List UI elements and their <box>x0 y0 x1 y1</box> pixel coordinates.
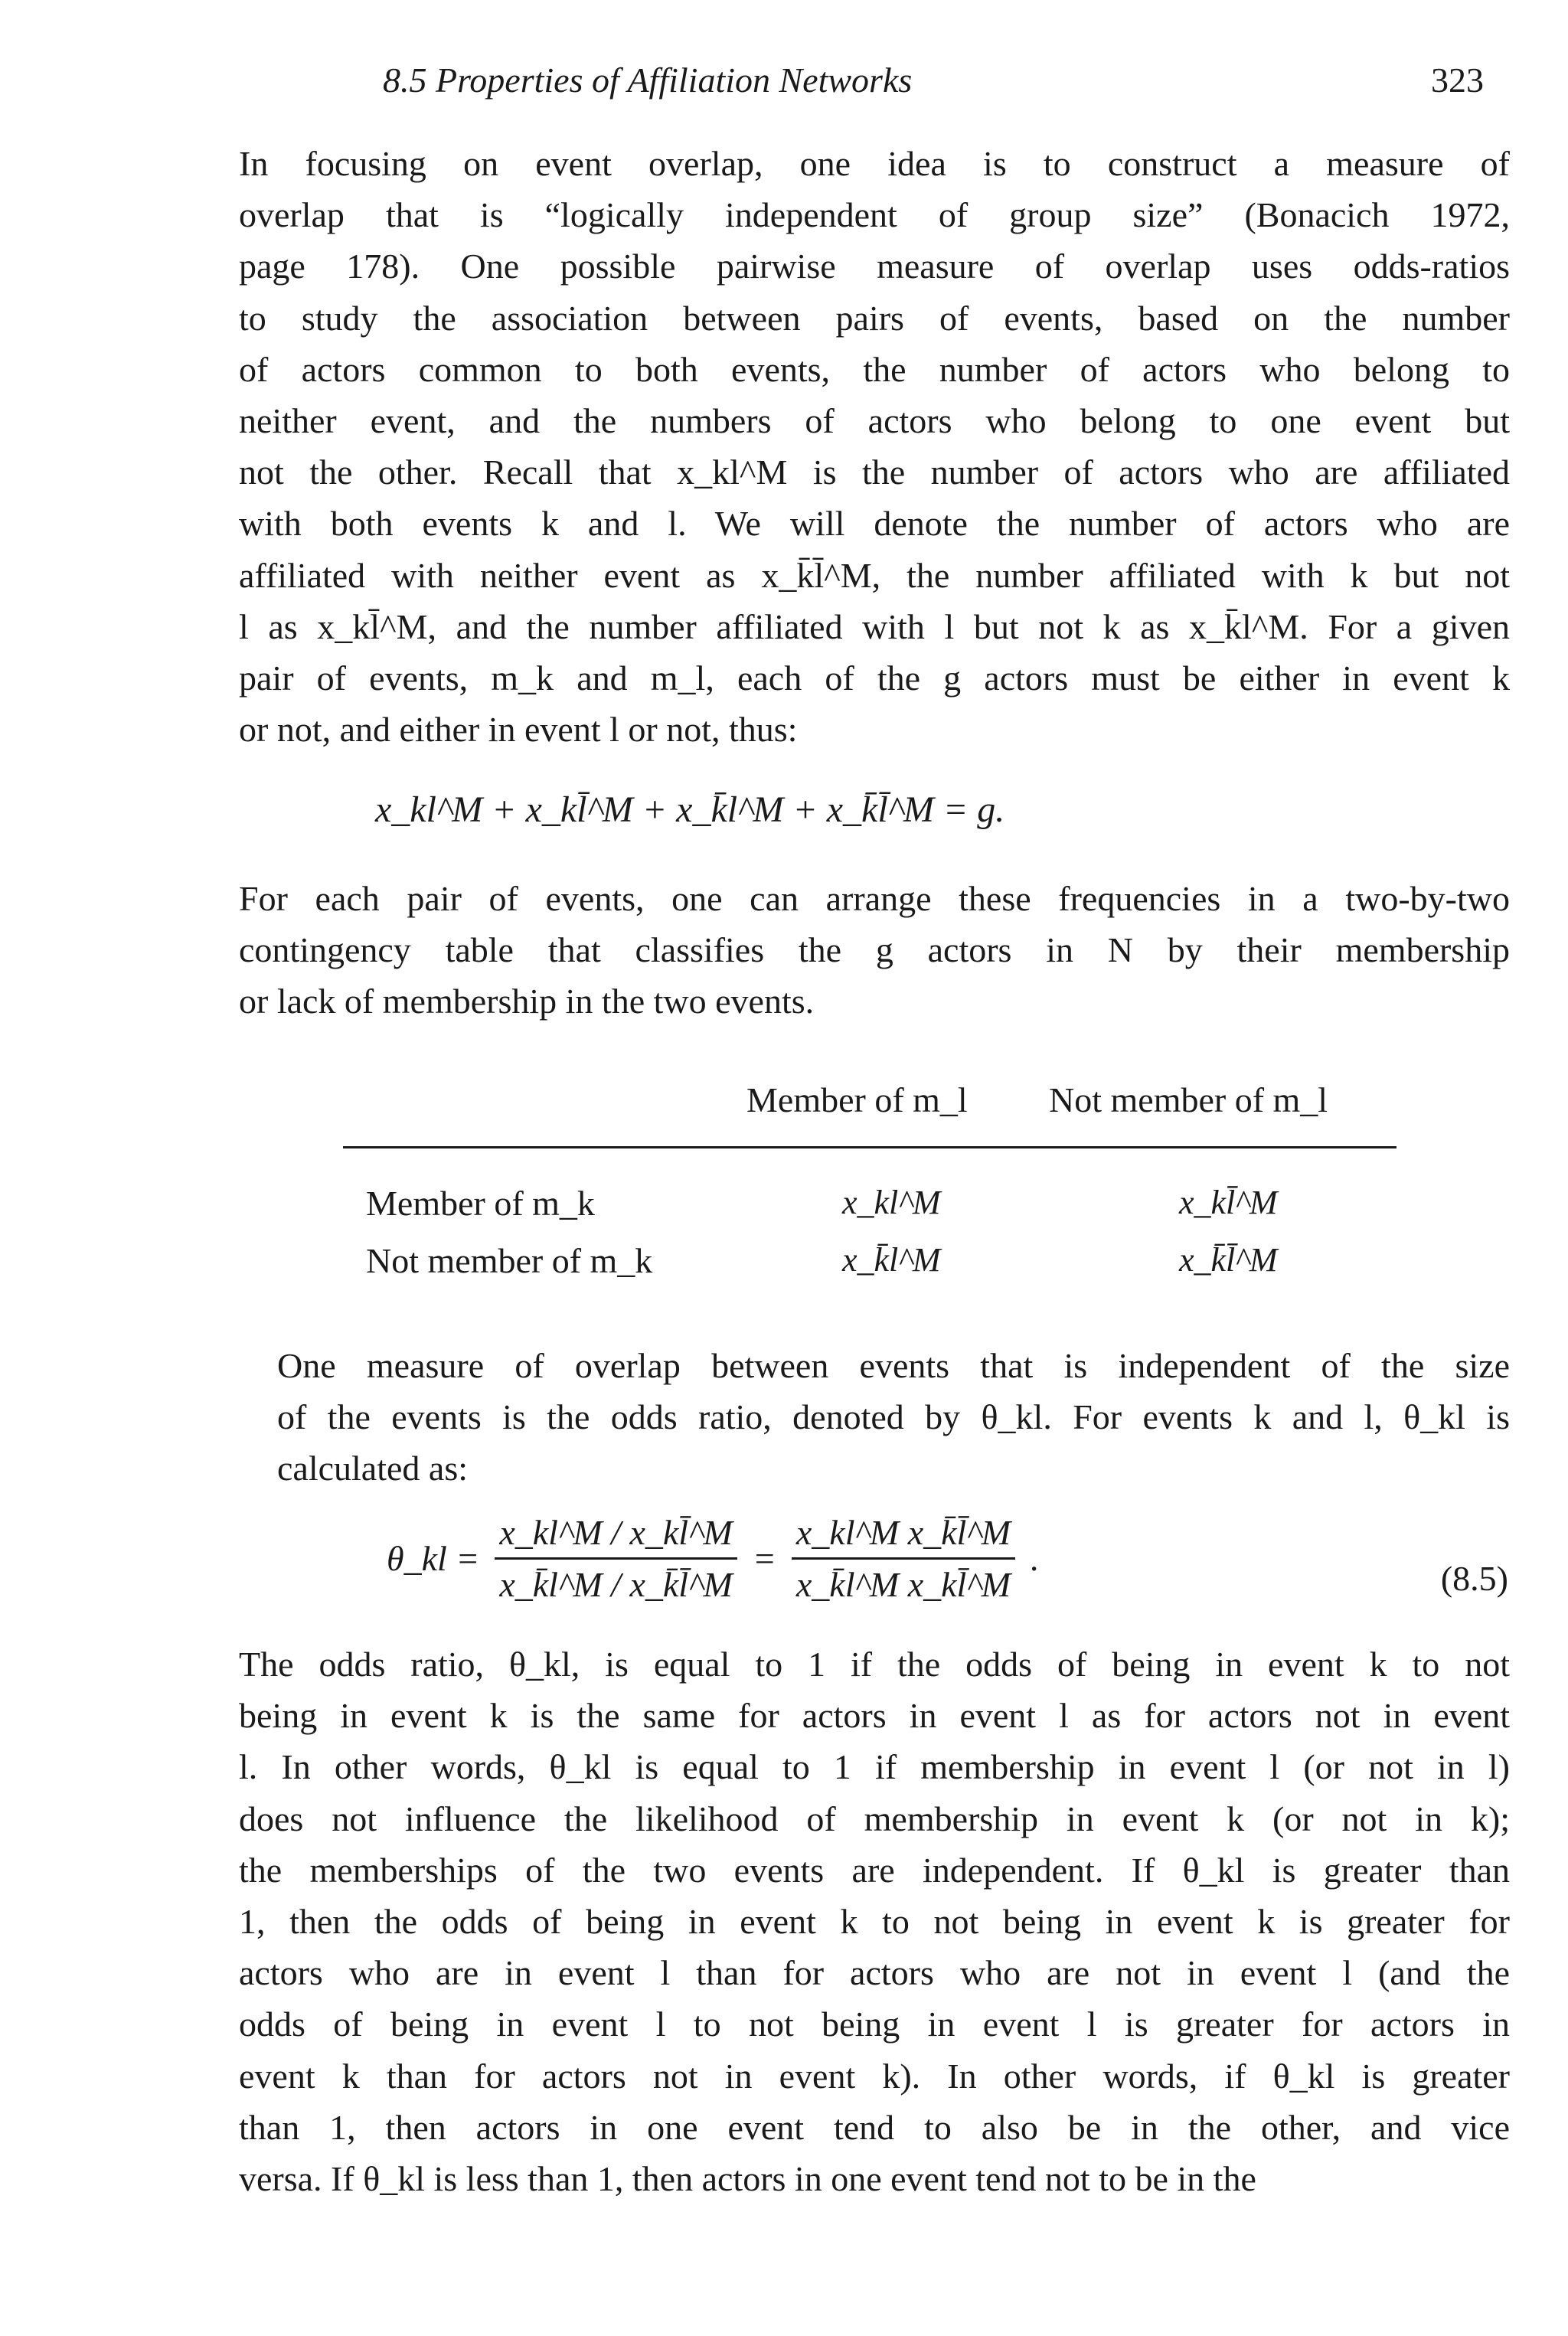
equation-number: (8.5) <box>1440 1559 1508 1598</box>
text-line: the memberships of the two events are independent. If θ_kl is greater than <box>239 1850 1510 1890</box>
text-line: odds of being in event l to not being in event l is greater for actors in <box>239 2004 1510 2044</box>
paragraph-interpretation <box>239 1638 1510 2204</box>
table-cell: x_kl̄^M <box>1179 1184 1278 1221</box>
table-cell: x_kl^M <box>842 1184 941 1221</box>
table-cell: x_k̄l^M <box>842 1241 941 1279</box>
formula-lhs: θ_kl = <box>387 1539 480 1578</box>
table-rule <box>343 1146 1396 1148</box>
text-line: pair of events, m_k and m_l, each of the g actors must be either in event k <box>239 658 1510 698</box>
text-line: The odds ratio, θ_kl, is equal to 1 if the odds of being in event k to not <box>239 1645 1510 1684</box>
text-line: affiliated with neither event as x_k̄l̄^M, the number affiliated with k but not <box>239 555 1510 595</box>
denominator: x_k̄l^M x_kl̄^M <box>795 1565 1011 1604</box>
text-line: to study the association between pairs of events, based on the number <box>239 298 1510 338</box>
text-line: actors who are in event l than for actors who are not in event l (and the <box>239 1953 1510 1993</box>
running-title: 8.5 Properties of Affiliation Networks <box>383 60 913 100</box>
fraction <box>495 1512 737 1605</box>
page-number: 323 <box>1431 60 1484 100</box>
text-line: contingency table that classifies the g actors in N by their membership <box>239 930 1510 970</box>
text-line: In focusing on event overlap, one idea is to construct a measure of <box>239 144 1510 183</box>
table-row-label: Not member of m_k <box>366 1241 653 1280</box>
paragraph-odds-ratio <box>239 1340 1510 1495</box>
table-header-member: Member of m_l <box>746 1080 968 1119</box>
text-line: For each pair of events, one can arrange these frequencies in a two-by-two <box>239 879 1510 918</box>
text-line: event k than for actors not in event k). In other words, if θ_kl is greater <box>239 2056 1510 2096</box>
paragraph-contingency <box>239 873 1510 1028</box>
table-row-label: Member of m_k <box>366 1184 595 1223</box>
numerator: x_kl^M x_k̄l̄^M <box>792 1512 1015 1560</box>
text-line: 1, then the odds of being in event k to not being in event k is greater for <box>239 1902 1510 1942</box>
text-line: One measure of overlap between events that is independent of the size <box>277 1346 1510 1385</box>
text-line: not the other. Recall that x_kl^M is the number of actors who are affiliated <box>239 452 1510 492</box>
text-line: of actors common to both events, the number of actors who belong to <box>239 349 1510 389</box>
sum-equation: x_kl^M + x_kl̄^M + x_k̄l^M + x_k̄l̄^M = g. <box>375 789 1005 830</box>
fraction <box>792 1512 1015 1605</box>
text-line: or not, and either in event l or not, thus: <box>239 710 798 750</box>
text-line: with both events k and l. We will denote the number of actors who are <box>239 504 1510 544</box>
text-line: or lack of membership in the two events. <box>239 982 815 1021</box>
text-line: l. In other words, θ_kl is equal to 1 if membership in event l (or not in l) <box>239 1747 1510 1787</box>
text-line: being in event k is the same for actors in event l as for actors not in event <box>239 1696 1510 1736</box>
text-line: calculated as: <box>277 1449 469 1488</box>
text-line: of the events is the odds ratio, denoted by θ_kl. For events k and l, θ_kl is <box>277 1397 1510 1437</box>
text-line: versa. If θ_kl is less than 1, then actors in one event tend not to be in the <box>239 2159 1256 2199</box>
table-cell: x_k̄l̄^M <box>1179 1241 1278 1279</box>
text-line: neither event, and the numbers of actors who belong to one event but <box>239 401 1510 441</box>
text-line: overlap that is “logically independent of group size” (Bonacich 1972, <box>239 195 1510 235</box>
text-line: than 1, then actors in one event tend to also be in the other, and vice <box>239 2107 1510 2147</box>
text-line: l as x_kl̄^M, and the number affiliated with l but not k as x_k̄l^M. For a given <box>239 606 1510 646</box>
table-header-not-member: Not member of m_l <box>1049 1080 1328 1119</box>
odds-ratio-formula: θ_kl = $\frac{x\_kl\^{}M / x\_kl̄\^{}M}{x\_k̄l\^{}M / x\_k̄l̄\^{}M}$ = $\frac{\text{x\_kl\textasciicircum{}M x\_k̄l̄\textasciicircum{}M}}{\text{x\_k̄l\textasciicircum{}M x\_kl̄\textasciicircum{}M}}$ . <box>387 1513 1040 1604</box>
denominator: x_k̄l^M / x_k̄l̄^M <box>499 1565 733 1604</box>
text-line: does not influence the likelihood of membership in event k (or not in k); <box>239 1799 1510 1838</box>
paragraph-event-overlap <box>239 138 1510 755</box>
numerator: x_kl^M / x_kl̄^M <box>495 1512 737 1560</box>
text-line: page 178). One possible pairwise measure of overlap uses odds-ratios <box>239 247 1510 286</box>
equals-sign: = <box>752 1539 776 1578</box>
